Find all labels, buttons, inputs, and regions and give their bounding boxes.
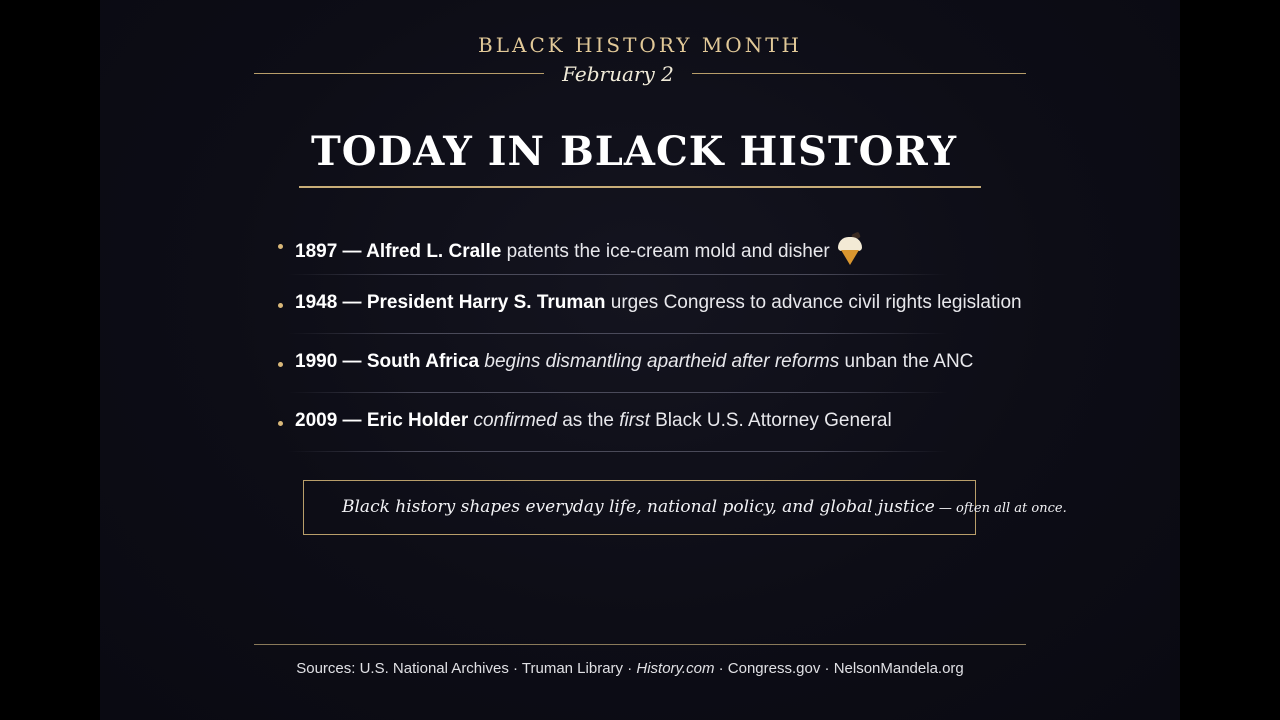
event-emphasis: confirmed	[468, 410, 557, 431]
event-text	[295, 410, 892, 432]
quote-main: Black history shapes everyday life, national policy, and global justice	[342, 497, 935, 517]
quote-box	[303, 480, 1067, 535]
quote-text	[342, 497, 1067, 517]
source-item: Congress.gov	[727, 660, 821, 677]
event-dash: —	[337, 241, 367, 262]
event-year: 1948	[295, 292, 338, 313]
date-row	[254, 62, 1026, 88]
source-separator: ·	[714, 660, 728, 677]
event-description: urges Congress to advance civil rights legislation	[605, 292, 1022, 313]
slide	[100, 0, 1180, 720]
event-connector: as the	[556, 410, 620, 431]
event-subject: President Harry S. Truman	[366, 292, 606, 313]
source-separator: ·	[508, 660, 522, 677]
date-rule-left	[254, 73, 544, 74]
event-emphasis: reforms	[774, 351, 840, 372]
event-description: Black U.S. Attorney General	[649, 410, 892, 431]
event-item-2009	[278, 403, 1018, 462]
event-item-1990	[278, 344, 1018, 403]
event-list	[278, 226, 1022, 462]
ice-cream-cone-icon	[836, 233, 864, 265]
event-year: 1990	[295, 351, 338, 372]
event-text	[295, 233, 864, 265]
bullet-icon	[278, 244, 283, 249]
source-item: U.S. National Archives	[359, 660, 509, 677]
source-item: Truman Library	[521, 660, 624, 677]
event-description: unban the ANC	[839, 351, 974, 372]
event-subject: Alfred L. Cralle	[366, 241, 502, 262]
source-item: History.com	[636, 660, 715, 677]
quote-tail: — often all at once.	[934, 501, 1067, 516]
event-emphasis: begins dismantling apartheid	[479, 351, 727, 372]
source-separator: ·	[820, 660, 834, 677]
footer-divider	[254, 644, 1026, 645]
sources-label: Sources:	[296, 660, 360, 677]
event-text	[295, 292, 1022, 314]
event-divider	[288, 451, 948, 452]
source-item: NelsonMandela.org	[833, 660, 964, 677]
bullet-icon	[278, 421, 283, 426]
date-rule-right	[692, 73, 1026, 74]
event-divider	[288, 333, 948, 334]
event-year: 2009	[295, 410, 338, 431]
event-item-1948	[278, 285, 1022, 344]
event-item-1897	[278, 226, 1018, 285]
sources-line	[100, 660, 1160, 677]
title-underline	[299, 186, 981, 188]
event-dash: —	[337, 292, 367, 313]
page-title: TODAY IN BLACK HISTORY	[310, 128, 958, 175]
eyebrow-title: BLACK HISTORY MONTH	[478, 33, 802, 57]
event-subject: Eric Holder	[366, 410, 469, 431]
event-dash: —	[337, 410, 367, 431]
event-subject: South Africa	[366, 351, 480, 372]
source-separator: ·	[623, 660, 637, 677]
bullet-icon	[278, 362, 283, 367]
event-emphasis: first	[619, 410, 650, 431]
event-connector: after	[726, 351, 775, 372]
date-label: February 2	[562, 62, 674, 86]
bullet-icon	[278, 303, 283, 308]
event-description: patents the ice-cream mold and disher	[501, 241, 830, 262]
event-text	[295, 351, 973, 373]
event-divider	[288, 392, 948, 393]
event-dash: —	[337, 351, 367, 372]
event-year: 1897	[295, 241, 338, 262]
event-divider	[288, 274, 948, 275]
